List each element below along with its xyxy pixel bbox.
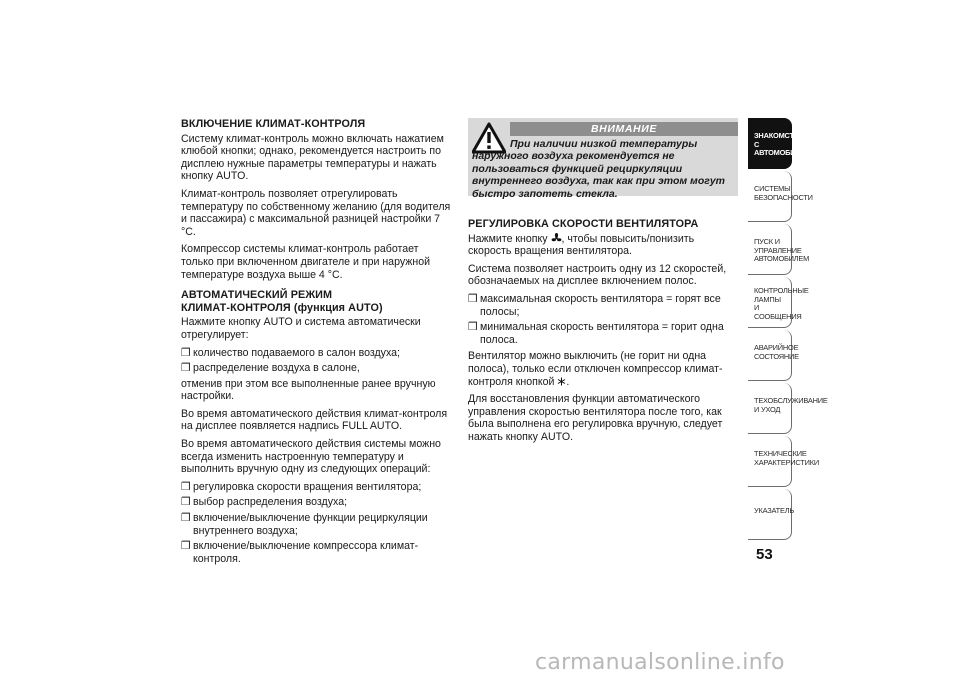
- tab-warning-lights[interactable]: КОНТРОЛЬНЫЕ ЛАМПЫ И СООБЩЕНИЯ: [748, 277, 792, 328]
- tab-intro[interactable]: ЗНАКОМСТВО С АВТОМОБИЛЕМ: [748, 118, 792, 169]
- heading-climate-on: ВКЛЮЧЕНИЕ КЛИМАТ-КОНТРОЛЯ: [181, 118, 366, 130]
- list-item: ❒ включение/выключение компрессора климат-контроля.: [181, 540, 419, 565]
- paragraph: Во время автоматического действия системы можно всегда изменить настроенную температуру и выполнить вручную одну из следующих операций:: [181, 438, 441, 476]
- paragraph: Компрессор системы климат-контроль работает только при включенном двигателе и при наружной температуре воздуха выше 4 °C.: [181, 243, 431, 281]
- tab-technical-specs[interactable]: ТЕХНИЧЕСКИЕ ХАРАКТЕРИСТИКИ: [748, 436, 792, 487]
- warning-box: [468, 118, 738, 200]
- paragraph: Систему климат-контроль можно включать нажатием клюбой кнопки; однако, рекомендуется настроить по дисплею нужные параметры температуры и нажать кнопку AUTO.: [181, 132, 444, 183]
- heading-fan-speed: РЕГУЛИРОВКА СКОРОСТИ ВЕНТИЛЯТОРА: [468, 218, 699, 230]
- paragraph: Во время автоматического действия климат-контроля на дисплее появляется надпись FULL AUTO.: [181, 407, 448, 433]
- list-item: ❒ максимальная скорость вентилятора = горят все полосы;: [468, 292, 721, 318]
- warning-text: При наличии низкой температуры наружного воздуха рекомендуется не пользоваться функцией рециркуляции внутреннего воздуха, так как при этом могут быстро запотеть стекла.: [472, 138, 726, 200]
- bullet-icon: ❒: [468, 321, 478, 334]
- bullet-icon: ❒: [181, 480, 191, 493]
- bullet-icon: ❒: [181, 362, 191, 375]
- list-item: ❒ включение/выключение функции рециркуляции внутреннего воздуха;: [181, 512, 428, 537]
- tab-index[interactable]: УКАЗАТЕЛЬ: [748, 489, 792, 540]
- list-item: ❒ регулировка скорости вращения вентилятора;: [181, 480, 422, 493]
- paragraph: Система позволяет настроить одну из 12 скоростей, обозначаемых на дисплее включением полос.: [468, 262, 727, 288]
- list-item: ❒ минимальная скорость вентилятора = горит одна полоса.: [468, 321, 724, 346]
- paragraph: Климат-контроль позволяет отрегулировать температуру по собственному желанию (для водителя и пассажира) с максимальной разницей настройки 7 °C.: [181, 187, 451, 238]
- right-column: [468, 118, 740, 449]
- bullet-icon: ❒: [468, 292, 478, 305]
- paragraph: Нажмите кнопку , чтобы повысить/понизить скорость вращения вентилятора.: [468, 232, 695, 258]
- tab-emergency[interactable]: АВАРИЙНОЕ СОСТОЯНИЕ: [748, 330, 792, 381]
- bullet-icon: ❒: [181, 496, 191, 509]
- warning-title: ВНИМАНИЕ: [510, 122, 738, 136]
- fan-icon: [551, 233, 562, 243]
- tab-maintenance[interactable]: ТЕХОБСЛУЖИВАНИЕ И УХОД: [748, 383, 792, 434]
- paragraph: отменив при этом все выполненные ранее вручную настройки.: [181, 377, 436, 403]
- bullet-icon: ❒: [181, 512, 191, 525]
- list-item: ❒ количество подаваемого в салон воздуха;: [181, 346, 400, 359]
- bullet-icon: ❒: [181, 540, 191, 553]
- paragraph: Для восстановления функции автоматического управления скоростью вентилятора после того, как была выполнена его регулировка вручную, следует нажать кнопку AUTO.: [468, 393, 723, 443]
- heading-auto-mode: АВТОМАТИЧЕСКИЙ РЕЖИМ КЛИМАТ-КОНТРОЛЯ (функция AUTO): [181, 289, 383, 314]
- paragraph: Нажмите кнопку AUTO и система автоматически отрегулирует:: [181, 316, 421, 341]
- tab-starting-driving[interactable]: ПУСК И УПРАВЛЕНИЕ АВТОМОБИЛЕМ: [748, 224, 792, 275]
- paragraph: Вентилятор можно выключить (не горит ни одна полоса), только если отключен компрессор климат-контроля кнопкой .: [468, 350, 723, 388]
- list-item: ❒ выбор распределения воздуха;: [181, 496, 348, 509]
- bullet-icon: ❒: [181, 346, 191, 359]
- left-column: [181, 118, 453, 568]
- list-item: ❒ распределение воздуха в салоне,: [181, 362, 360, 375]
- tab-safety[interactable]: СИСТЕМЫ БЕЗОПАСНОСТИ: [748, 171, 792, 222]
- page-number: 53: [756, 546, 773, 563]
- watermark: carmanualsonline.info: [535, 650, 785, 675]
